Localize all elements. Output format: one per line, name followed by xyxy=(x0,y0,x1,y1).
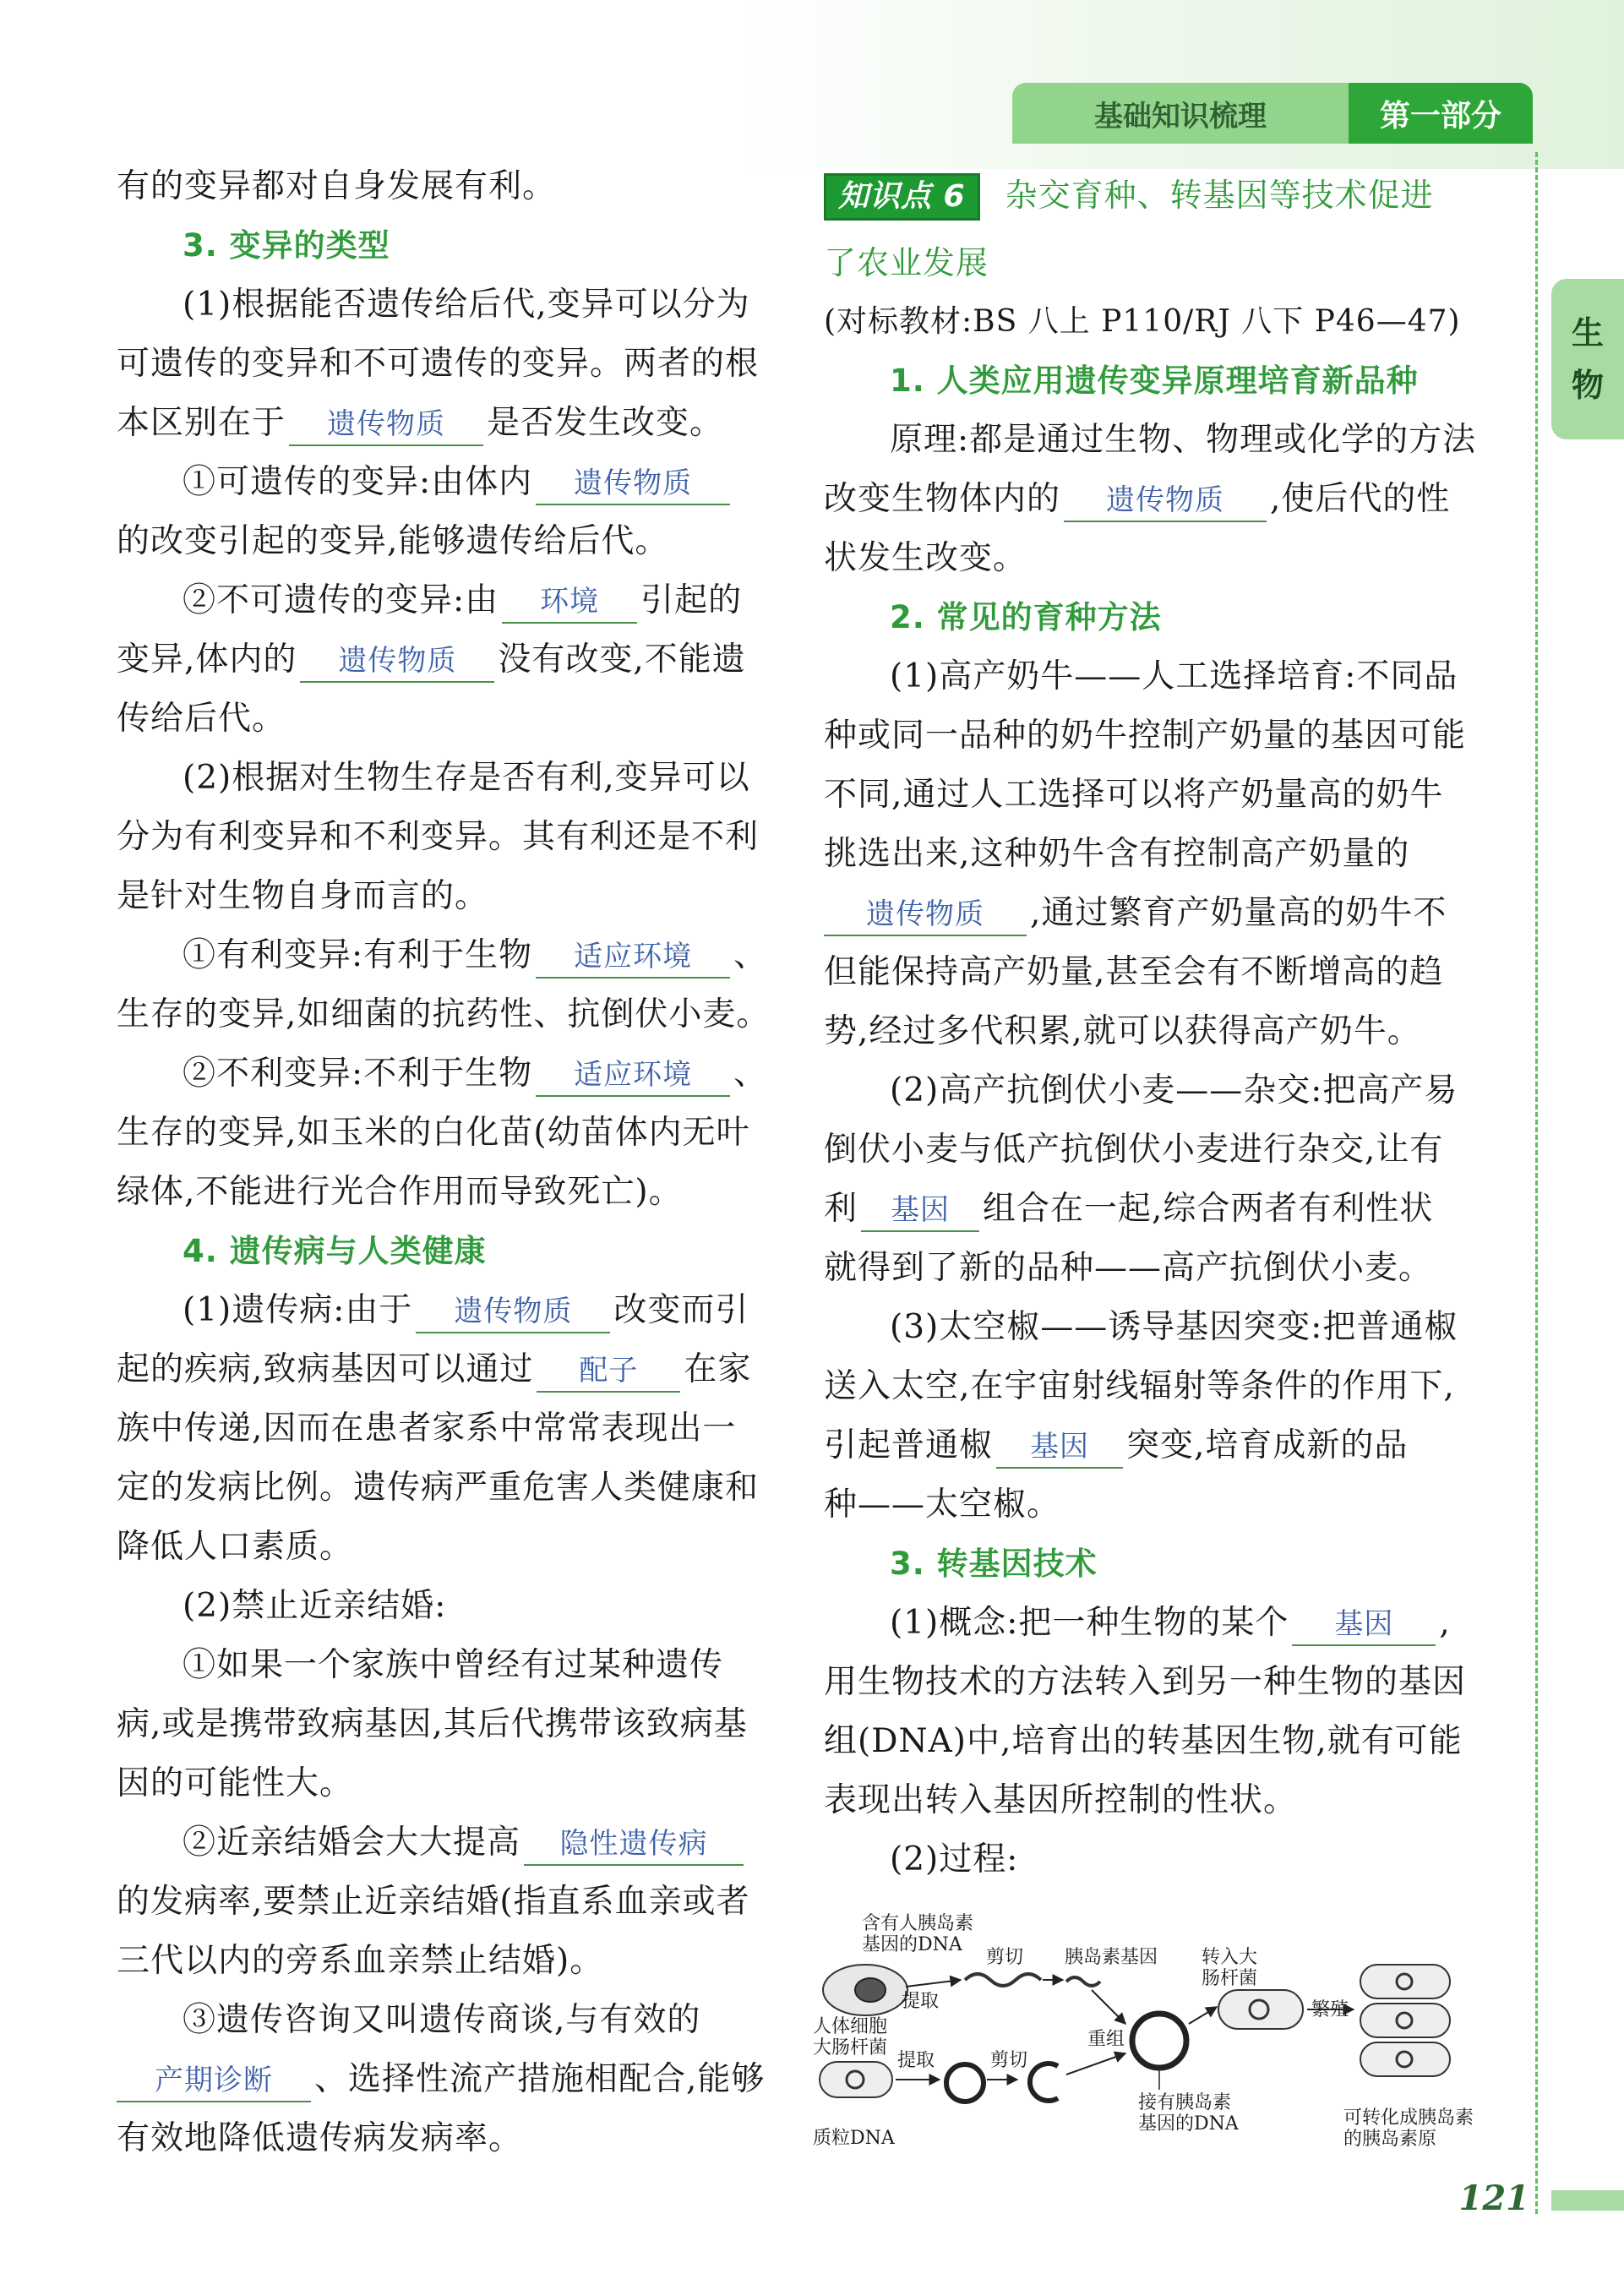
label-recombine: 重组 xyxy=(1087,2029,1125,2050)
text-span: 没有改变,不能遗 xyxy=(498,641,746,679)
subject-tab-char: 物 xyxy=(1571,367,1604,404)
knowledge-point-title: 杂交育种、转基因等技术促进 xyxy=(1005,177,1434,214)
text-line xyxy=(824,1424,1408,1475)
text-line: 传给后代。 xyxy=(117,700,286,738)
text-line: ③遗传咨询又叫遗传商谈,与有效的 xyxy=(183,2001,701,2039)
knowledge-point-badge: 知识点 6 xyxy=(824,173,980,221)
label-cut: 剪切 xyxy=(986,1947,1024,1968)
answer-blank: 遗传物质 xyxy=(416,1291,610,1333)
cut-plasmid-icon xyxy=(1030,2064,1058,2101)
text-span: 、选择性流产措施相配合,能够 xyxy=(314,2060,766,2098)
text-line: (2)高产抗倒伏小麦——杂交:把高产易 xyxy=(890,1071,1458,1110)
text-line: 种——太空椒。 xyxy=(824,1486,1061,1524)
text-line xyxy=(117,1821,747,1872)
text-span: 改变生物体内的 xyxy=(824,480,1061,518)
subject-tab-char: 生 xyxy=(1571,314,1604,352)
text-line: 是针对生物自身而言的。 xyxy=(117,877,489,915)
text-span: 在家 xyxy=(684,1350,752,1388)
text-line: 但能保持高产奶量,甚至会有不断增高的趋 xyxy=(824,953,1444,991)
text-span: (1)概念:把一种生物的某个 xyxy=(890,1604,1289,1642)
section-heading: 2. 常见的育种方法 xyxy=(890,599,1162,635)
text-line: 生存的变异,如玉米的白化苗(幼苗体内无叶 xyxy=(117,1114,750,1152)
answer-blank: 遗传物质 xyxy=(1064,480,1267,522)
label-reproduce: 繁殖 xyxy=(1311,1999,1349,2020)
section-heading: 4. 遗传病与人类健康 xyxy=(183,1233,487,1269)
text-line: 族中传递,因而在患者家系中常常表现出一 xyxy=(117,1409,737,1448)
label-insulin-gene: 胰岛素基因 xyxy=(1065,1947,1158,1968)
text-span: ①有利变异:有利于生物 xyxy=(183,936,533,974)
text-span: ②不利变异:不利于生物 xyxy=(183,1055,533,1093)
label-transfer: 转入大 xyxy=(1202,1947,1258,1968)
insulin-gene-icon xyxy=(1066,1977,1100,1986)
text-line: 定的发病比例。遗传病严重危害人类健康和 xyxy=(117,1469,760,1507)
label-human-dna: 基因的DNA xyxy=(862,1934,962,1955)
answer-blank: 遗传物质 xyxy=(289,404,483,446)
footer-bar xyxy=(1551,2190,1624,2211)
text-line xyxy=(824,1187,1433,1238)
textbook-reference: (对标教材:BS 八上 P110/RJ 八下 P46—47) xyxy=(824,304,1461,339)
plasmid-icon xyxy=(946,2064,984,2102)
answer-blank: 基因 xyxy=(861,1190,979,1232)
text-span: ①可遗传的变异:由体内 xyxy=(183,463,533,501)
text-line xyxy=(824,1601,1451,1652)
dna-strand-icon xyxy=(965,1974,1041,1986)
text-span: 、 xyxy=(733,1055,768,1093)
knowledge-point-header xyxy=(824,173,1434,224)
label-human-cell: 人体细胞 xyxy=(813,2016,888,2037)
label-result: 可转化成胰岛素 xyxy=(1343,2107,1474,2129)
section-label: 基础知识梳理 xyxy=(1012,83,1349,144)
text-line xyxy=(117,934,767,984)
label-plasmid: 质粒DNA xyxy=(813,2128,895,2149)
text-span: 引起的 xyxy=(640,581,743,619)
text-span: 利 xyxy=(824,1190,858,1228)
answer-blank: 基因 xyxy=(996,1426,1123,1469)
text-line: 的发病率,要禁止近亲结婚(指直系血亲或者 xyxy=(117,1883,750,1921)
label-extract: 提取 xyxy=(902,1991,940,2012)
bacterium-icon xyxy=(820,2062,892,2097)
text-line: 种或同一品种的奶牛控制产奶量的基因可能 xyxy=(824,717,1467,755)
arrow-icon xyxy=(1092,1990,1125,2024)
arrow-icon xyxy=(906,1980,961,1987)
answer-blank: 基因 xyxy=(1292,1604,1436,1646)
text-line: 倒伏小麦与低产抗倒伏小麦进行杂交,让有 xyxy=(824,1131,1444,1169)
text-line: 不同,通过人工选择可以将产奶量高的奶牛 xyxy=(824,776,1444,814)
answer-blank: 隐性遗传病 xyxy=(524,1824,744,1866)
text-line xyxy=(117,401,723,452)
text-line: (2)根据对生物生存是否有利,变异可以 xyxy=(183,759,750,797)
text-line: (3)太空椒——诱导基因突变:把普通椒 xyxy=(890,1308,1458,1346)
text-line: 绿体,不能进行光合作用而导致死亡)。 xyxy=(117,1173,683,1211)
text-line xyxy=(824,891,1447,942)
answer-blank: 遗传物质 xyxy=(824,894,1027,936)
label-result: 的胰岛素原 xyxy=(1343,2129,1437,2150)
text-line xyxy=(117,2058,765,2108)
label-transfer: 肠杆菌 xyxy=(1202,1968,1258,1989)
text-line: 组(DNA)中,培育出的转基因生物,就有可能 xyxy=(824,1722,1463,1760)
section-heading: 3. 转基因技术 xyxy=(890,1546,1098,1582)
text-line: (2)禁止近亲结婚: xyxy=(183,1587,447,1625)
label-recombinant-dna: 基因的DNA xyxy=(1138,2113,1239,2135)
bacterium-icon xyxy=(1360,2042,1450,2076)
text-line: 有的变异都对自身发展有利。 xyxy=(117,167,557,205)
bacterium-icon xyxy=(1360,1965,1450,1998)
text-line: 挑选出来,这种奶牛含有控制高产奶量的 xyxy=(824,835,1410,873)
text-line xyxy=(117,1289,749,1339)
text-span: 起的疾病,致病基因可以通过 xyxy=(117,1350,534,1388)
text-span: 组合在一起,综合两者有利性状 xyxy=(983,1190,1434,1228)
text-span: ②近亲结婚会大大提高 xyxy=(183,1824,521,1862)
text-line xyxy=(824,477,1450,528)
section-heading: 1. 人类应用遗传变异原理培育新品种 xyxy=(890,363,1419,399)
text-span: 变异,体内的 xyxy=(117,641,297,679)
text-span: 改变而引 xyxy=(613,1291,749,1329)
recombinant-plasmid-icon xyxy=(1132,2014,1186,2068)
text-line: 就得到了新的品种——高产抗倒伏小麦。 xyxy=(824,1249,1433,1287)
text-span: 、 xyxy=(733,936,768,974)
text-span: 突变,培育成新的品 xyxy=(1126,1426,1409,1464)
text-span: ②不可遗传的变异:由 xyxy=(183,581,499,619)
text-line: ①如果一个家族中曾经有过某种遗传 xyxy=(183,1646,724,1684)
arrow-icon xyxy=(1066,2053,1125,2075)
text-line xyxy=(117,461,733,511)
answer-blank: 产期诊断 xyxy=(117,2060,311,2102)
bacterium-icon xyxy=(1360,2004,1450,2037)
bacterium-icon xyxy=(1218,1990,1303,2029)
nucleus-icon xyxy=(855,1978,886,2002)
text-line xyxy=(117,1348,751,1399)
text-line: 表现出转入基因所控制的性状。 xyxy=(824,1781,1298,1819)
answer-blank: 适应环境 xyxy=(536,936,730,979)
text-span: 本区别在于 xyxy=(117,404,286,442)
text-line: 三代以内的旁系血亲禁止结婚)。 xyxy=(117,1942,604,1980)
label-recombinant-dna: 接有胰岛素 xyxy=(1138,2092,1232,2113)
arrow-icon xyxy=(1189,2007,1217,2024)
knowledge-point-title: 了农业发展 xyxy=(824,244,989,281)
text-span: 是否发生改变。 xyxy=(487,404,724,442)
subject-tab xyxy=(1551,279,1624,439)
text-line: 用生物技术的方法转入到另一种生物的基因 xyxy=(824,1663,1467,1701)
text-line: 病,或是携带致病基因,其后代携带该致病基 xyxy=(117,1705,748,1743)
answer-blank: 环境 xyxy=(502,581,637,624)
text-line: (1)高产奶牛——人工选择培育:不同品 xyxy=(890,657,1458,695)
text-span: ,通过繁育产奶量高的奶牛不 xyxy=(1030,894,1447,932)
text-line: 因的可能性大。 xyxy=(117,1764,354,1802)
text-line: 降低人口素质。 xyxy=(117,1528,354,1566)
text-line: 原理:都是通过生物、物理或化学的方法 xyxy=(890,421,1477,459)
label-extract: 提取 xyxy=(897,2050,935,2071)
part-label: 第一部分 xyxy=(1349,83,1533,144)
page-number: 121 xyxy=(1458,2178,1529,2218)
answer-blank: 遗传物质 xyxy=(300,641,494,683)
text-line xyxy=(117,1052,767,1103)
text-line xyxy=(117,638,746,689)
text-span: , xyxy=(1439,1604,1451,1642)
transgenic-process-diagram xyxy=(813,1906,1514,2167)
answer-blank: 配子 xyxy=(537,1350,680,1393)
text-line: 送入太空,在宇宙射线辐射等条件的作用下, xyxy=(824,1367,1455,1405)
text-line xyxy=(117,579,742,630)
text-line: 生存的变异,如细菌的抗药性、抗倒伏小麦。 xyxy=(117,995,771,1033)
text-line: (1)根据能否遗传给后代,变异可以分为 xyxy=(183,286,750,324)
text-line: 势,经过多代积累,就可以获得高产奶牛。 xyxy=(824,1012,1421,1050)
label-cut: 剪切 xyxy=(990,2050,1028,2071)
text-line: 状发生改变。 xyxy=(824,539,1027,577)
text-line: 有效地降低遗传病发病率。 xyxy=(117,2119,523,2157)
text-line: 的改变引起的变异,能够遗传给后代。 xyxy=(117,522,669,560)
text-line: 可遗传的变异和不可遗传的变异。两者的根 xyxy=(117,345,760,383)
text-line: (2)过程: xyxy=(890,1840,1019,1878)
text-span: ,使后代的性 xyxy=(1270,480,1451,518)
text-span: (1)遗传病:由于 xyxy=(183,1291,413,1329)
section-heading: 3. 变异的类型 xyxy=(183,227,390,264)
label-human-dna: 含有人胰岛素 xyxy=(862,1913,974,1934)
text-span: 引起普通椒 xyxy=(824,1426,994,1464)
label-ecoli: 大肠杆菌 xyxy=(813,2037,888,2058)
text-line: 分为有利变异和不利变异。其有利还是不利 xyxy=(117,818,760,856)
margin-divider xyxy=(1535,152,1538,2214)
answer-blank: 适应环境 xyxy=(536,1055,730,1097)
answer-blank: 遗传物质 xyxy=(536,463,730,505)
